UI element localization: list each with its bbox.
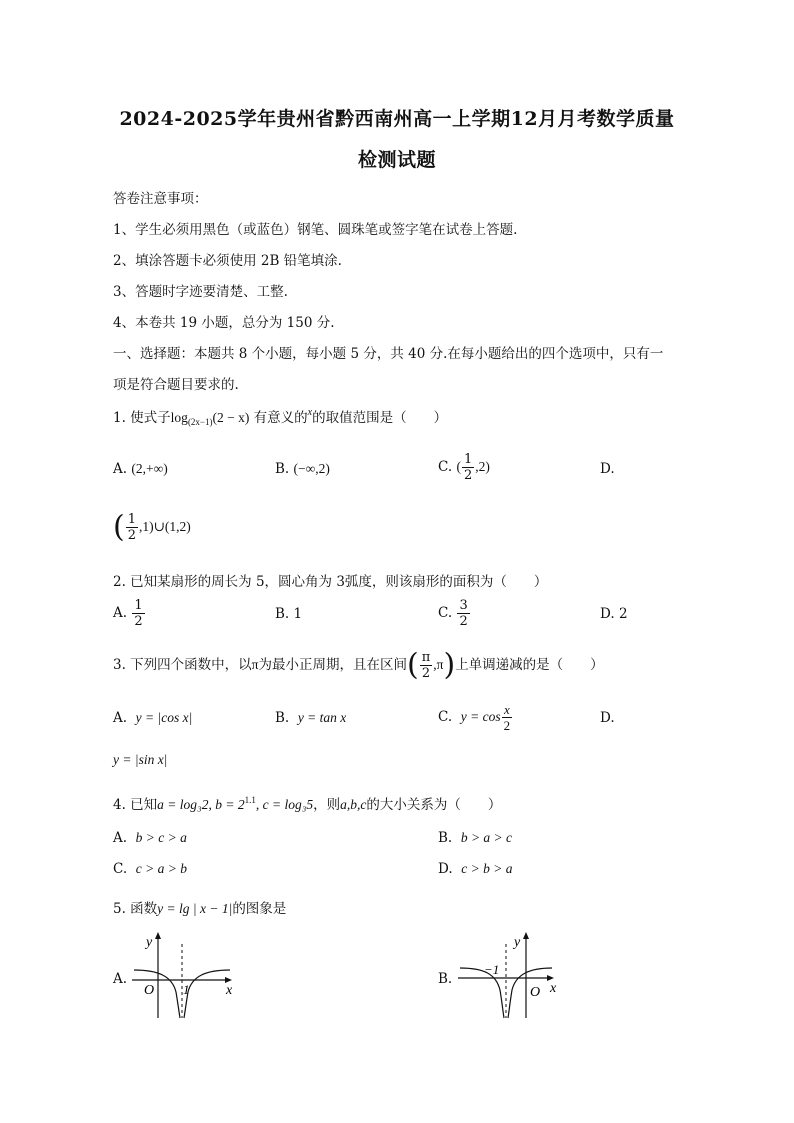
- page-title: 2024-2025学年贵州省黔西南州高一上学期12月月考数学质量: [119, 108, 675, 130]
- instruction-item: 4、本卷共 19 小题，总分为 150 分.: [113, 315, 335, 331]
- y-label: y: [146, 935, 153, 950]
- q1-option-b[interactable]: B. (−∞,2): [275, 461, 330, 477]
- origin-label: O: [530, 985, 541, 1000]
- q3-option-c[interactable]: C. y = cos $\frac{x}{2}$: [438, 702, 511, 733]
- section-heading: 一、选择题：本题共 8 个小题，每小题 5 分，共 40 分.在每小题给出的四个选项中，只有一: [113, 346, 664, 362]
- q2-option-a[interactable]: A. $\frac{1}{2}$: [113, 598, 143, 629]
- q3-option-d[interactable]: D.: [600, 710, 615, 726]
- q2-option-d[interactable]: D. 2: [600, 606, 628, 622]
- y-axis-arrow-icon: [523, 932, 529, 939]
- q1-option-d[interactable]: D.: [600, 461, 615, 477]
- log-expression: $\log_{(2x-1)}(2 - x)$: [170, 410, 250, 427]
- question-2: 2. 已知某扇形的周长为 5，圆心角为 3弧度，则该扇形的面积为（ ）: [113, 574, 548, 590]
- tick-label: −1: [484, 962, 500, 977]
- q3-option-b[interactable]: B. y = tan x: [275, 710, 347, 726]
- q1-option-c[interactable]: C. ( $\frac{1}{2}$ ,2): [438, 452, 490, 483]
- section-heading-cont: 项是符合题目要求的.: [113, 377, 239, 393]
- question-4: 4. 已知a = log₃2, $b = 2^{1.1}$, c = log₃5，则a,b,c的大小关系为（ ）: [113, 795, 502, 813]
- q3-option-a[interactable]: A. y = |cos x|: [113, 710, 193, 726]
- q5-graph-b: [454, 930, 566, 1022]
- x-label: x: [550, 981, 557, 996]
- instruction-item: 2、填涂答题卡必须使用 2B 铅笔填涂.: [113, 253, 342, 269]
- q4-option-c[interactable]: C. c > a > b: [113, 861, 187, 877]
- q5-option-a[interactable]: A.: [113, 971, 128, 987]
- instruction-item: 1、学生必须用黑色（或蓝色）钢笔、圆珠笔或签字笔在试卷上答题.: [113, 222, 518, 238]
- q2-option-b[interactable]: B. 1: [275, 606, 303, 622]
- q4-option-d[interactable]: D. c > b > a: [438, 861, 513, 877]
- tick-label: 1: [183, 982, 190, 997]
- origin-label: O: [144, 983, 155, 998]
- instruction-item: 3、答题时字迹要清楚、工整.: [113, 284, 288, 300]
- instructions-heading: 答卷注意事项：: [113, 191, 208, 207]
- y-axis-arrow-icon: [155, 932, 161, 939]
- q1-option-d-expression: ( $\frac{1}{2}$ ,1)∪(1,2): [113, 509, 191, 545]
- question-3: 3. 下列四个函数中，以π为最小正周期，且在区间( $\frac{\pi}{2}$ ,π)上单调递减的是（ ）: [113, 647, 604, 683]
- y-label: y: [514, 935, 521, 950]
- q4-option-a[interactable]: A. b > c > a: [113, 830, 187, 846]
- curve-right: [184, 970, 230, 1018]
- q5-option-b[interactable]: B.: [438, 971, 453, 987]
- q2-option-c[interactable]: C. $\frac{3}{2}$: [438, 598, 468, 629]
- x-label: x: [226, 983, 233, 998]
- q3-option-d-expression: y = |sin x|: [113, 752, 168, 767]
- q1-option-a[interactable]: A. (2,+∞): [113, 461, 168, 477]
- page-title-line2: 检测试题: [357, 149, 436, 171]
- question-1: 1. 使式子$\log_{(2x-1)}(2 - x)$ 有意义的$^x$的取值范围是（ ）: [113, 407, 448, 427]
- question-5: 5. 函数y = lg | x − 1|的图象是: [113, 901, 287, 917]
- curve-left: [134, 970, 180, 1018]
- q4-option-b[interactable]: B. b > a > c: [438, 830, 513, 846]
- q5-graph-a: [128, 930, 240, 1022]
